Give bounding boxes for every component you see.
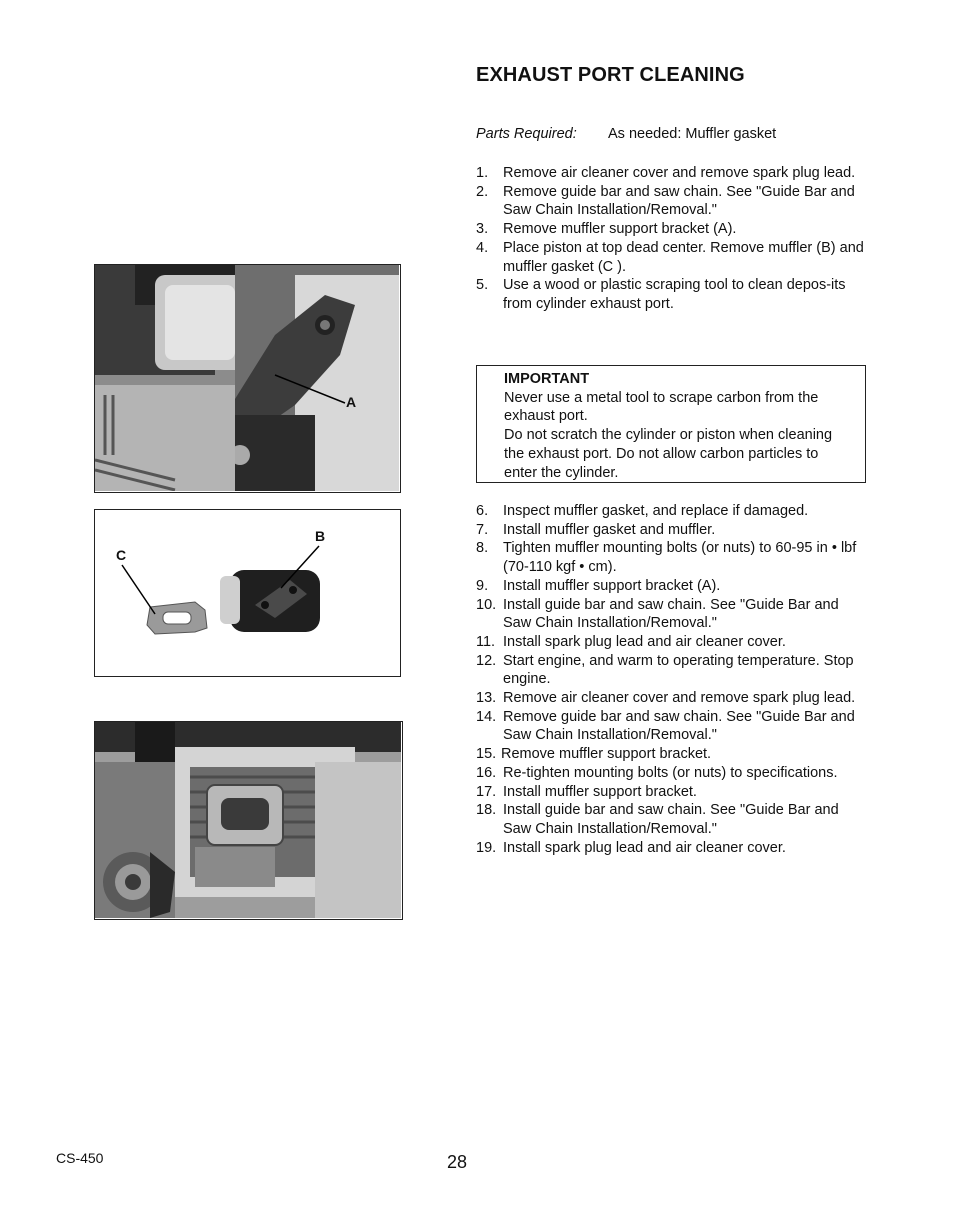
list-item: 11. Install spark plug lead and air cleaner cover. bbox=[476, 633, 786, 650]
list-item: 2. Remove guide bar and saw chain. See "Guide Bar and Saw Chain Installation/Removal." bbox=[476, 183, 855, 219]
list-item: 3. Remove muffler support bracket (A). bbox=[476, 221, 737, 238]
list-item: 6. Inspect muffler gasket, and replace if damaged. bbox=[476, 503, 809, 519]
list-item: 18. Install guide bar and saw chain. See "Guide Bar and Saw Chain Installation/Removal." bbox=[476, 802, 839, 837]
bracket-callout: A bbox=[346, 394, 357, 410]
important-heading: IMPORTANT bbox=[504, 371, 590, 387]
bracket-photo-illustration bbox=[95, 265, 399, 491]
model-number: CS-450 bbox=[56, 1150, 104, 1166]
parts-required-label: Parts Required: bbox=[476, 126, 577, 142]
steps-list-installation bbox=[476, 502, 868, 857]
list-item: 8. Tighten muffler mounting bolts (or nuts) to 60-95 in • lbf (70-110 kgf • cm). bbox=[476, 540, 857, 576]
page-number: 28 bbox=[447, 1152, 468, 1172]
parts-required-value: As needed: Muffler gasket bbox=[608, 126, 777, 142]
list-item: 9. Install muffler support bracket (A). bbox=[476, 577, 721, 594]
parts-required bbox=[476, 126, 777, 142]
list-item: 15. Remove muffler support bracket. bbox=[476, 746, 712, 763]
important-notice bbox=[476, 365, 866, 483]
list-item: 12. Start engine, and warm to operating temperature. Stop engine. bbox=[476, 652, 854, 688]
muffler-callout: B bbox=[315, 528, 326, 544]
important-line-2: Do not scratch the cylinder or piston when cleaning the exhaust port. Do not allow carbon particles to enter the cylinder. bbox=[504, 427, 833, 481]
list-item: 13. Remove air cleaner cover and remove spark plug lead. bbox=[476, 690, 856, 707]
exhaust-port-illustration bbox=[95, 722, 401, 918]
list-item: 17. Install muffler support bracket. bbox=[476, 783, 697, 800]
muffler-gasket-illustration bbox=[95, 510, 399, 675]
muffler-gasket-figure bbox=[94, 509, 401, 677]
list-item: 4. Place piston at top dead center. Remove muffler (B) and muffler gasket (C ). bbox=[476, 239, 864, 275]
list-item: 10. Install guide bar and saw chain. See "Guide Bar and Saw Chain Installation/Removal." bbox=[476, 596, 839, 632]
gasket-callout: C bbox=[116, 547, 127, 563]
list-item: 19. Install spark plug lead and air cleaner cover. bbox=[476, 839, 786, 856]
list-item: 1. Remove air cleaner cover and remove spark plug lead. bbox=[476, 165, 856, 181]
list-item: 16. Re-tighten mounting bolts (or nuts) to specifications. bbox=[476, 764, 838, 781]
exhaust-port-photo bbox=[94, 721, 403, 920]
steps-list-removal bbox=[476, 164, 868, 314]
list-item: 7. Install muffler gasket and muffler. bbox=[476, 521, 716, 538]
list-item: 5. Use a wood or plastic scraping tool to clean depos-its from cylinder exhaust port. bbox=[476, 277, 846, 312]
page-title: EXHAUST PORT CLEANING bbox=[476, 64, 745, 86]
list-item: 14. Remove guide bar and saw chain. See "Guide Bar and Saw Chain Installation/Removal." bbox=[476, 708, 855, 744]
bracket-photo bbox=[94, 264, 401, 493]
important-line-1: Never use a metal tool to scrape carbon from the exhaust port. bbox=[504, 389, 819, 425]
